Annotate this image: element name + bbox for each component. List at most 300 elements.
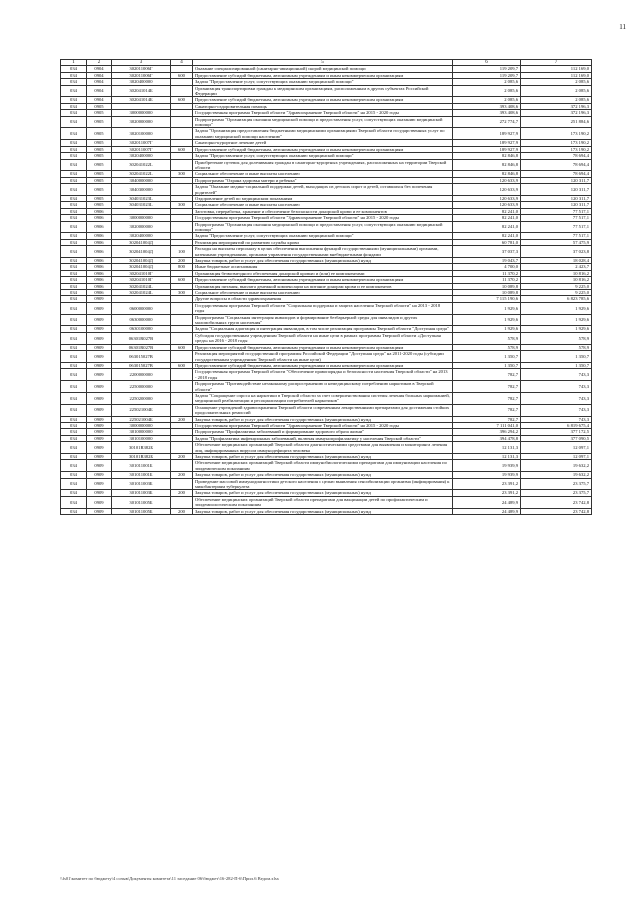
cell-expense-type: 600 [171,72,193,78]
cell-target-article: 302041004Д [112,258,171,264]
cell-section-code: 0905 [87,153,112,159]
cell-section-code: 0906 [87,208,112,214]
cell-admin-code: 034 [61,472,87,478]
cell-admin-code: 034 [61,442,87,454]
cell-actual-amount: 12 097,1 [521,442,592,454]
cell-section-code: 0909 [87,302,112,314]
cell-actual-amount: 57 475,9 [521,239,592,245]
cell-actual-amount: 9 225,0 [521,283,592,289]
cell-description: Иные бюджетные ассигнования [193,264,453,270]
cell-plan-amount: 7 115 190,6 [453,296,521,302]
cell-description: Подпрограмма "Противодействие незаконному распространению и немедицинскому потреблению наркотиков в Тверской области" [193,381,453,393]
cell-description: Закупка товаров, работ и услуг для обеспечения государственных (муниципальных) нужд [193,454,453,460]
cell-plan-amount: 12 131,3 [453,454,521,460]
cell-admin-code: 034 [61,153,87,159]
cell-description: Предоставление субсидий бюджетным, автономным учреждениям и иным некоммерческим организациям [193,146,453,152]
cell-section-code: 0909 [87,429,112,435]
cell-target-article: 301011001Б [112,472,171,478]
cell-expense-type: 200 [171,454,193,460]
table-row [61,215,592,221]
cell-actual-amount: 251 884,6 [521,116,592,128]
cell-section-code: 0906 [87,258,112,264]
cell-plan-amount: 19 939,9 [453,472,521,478]
cell-actual-amount: 10 816,2 [521,277,592,283]
table-row [61,472,592,478]
cell-admin-code: 034 [61,404,87,416]
cell-target-article: 3010100000 [112,435,171,441]
table-row [61,233,592,239]
cell-plan-amount: 7 111 041,0 [453,422,521,428]
cell-plan-amount: 119 209,7 [453,66,521,72]
cell-admin-code: 034 [61,290,87,296]
cell-description: Предоставление субсидий бюджетным, автономным учреждениям и иным некоммерческим организациям [193,72,453,78]
table-row [61,508,592,514]
cell-section-code: 0909 [87,422,112,428]
cell-description: Задача "Сокращение спроса на наркотики в Тверской области за счет совершенствования системы лечения больных наркоманией, медицинской реабилитации и ресоциализации потребителей наркотиков" [193,392,453,404]
cell-admin-code: 034 [61,195,87,201]
cell-actual-amount: 173 190,2 [521,128,592,140]
cell-target-article: 301011001Б [112,460,171,472]
cell-expense-type: 600 [171,344,193,350]
cell-target-article: 301011003Б [112,490,171,496]
cell-admin-code: 034 [61,159,87,171]
cell-target-article: 3020100000 [112,128,171,140]
cell-plan-amount: 1 350,7 [453,362,521,368]
cell-section-code: 0906 [87,239,112,245]
cell-expense-type [171,404,193,416]
cell-plan-amount: 2 085,6 [453,97,521,103]
cell-admin-code: 034 [61,85,87,97]
cell-description: Реализация мероприятий по развитию службы крови [193,239,453,245]
table-row [61,381,592,393]
cell-description: Предоставление субсидий бюджетным, автономным учреждениям и иным некоммерческим организациям [193,362,453,368]
table-row [61,460,592,472]
cell-actual-amount: 78 694,4 [521,171,592,177]
cell-description: Задача "Предоставление услуг, сопутствующих оказанию медицинской помощи" [193,153,453,159]
cell-admin-code: 034 [61,302,87,314]
cell-description: Закупка товаров, работ и услуг для обеспечения государственных (муниципальных) нужд [193,508,453,514]
cell-expense-type [171,496,193,508]
cell-admin-code: 034 [61,332,87,344]
cell-admin-code: 034 [61,422,87,428]
cell-admin-code: 034 [61,72,87,78]
cell-section-code: 0905 [87,116,112,128]
cell-plan-amount: 119 209,7 [453,72,521,78]
cell-target-article: 302011007Г [112,140,171,146]
cell-description: Задача "Предоставление услуг, сопутствующих оказанию медицинской помощи" [193,79,453,85]
cell-actual-amount: 377 090,5 [521,435,592,441]
cell-plan-amount: 782,7 [453,381,521,393]
table-row [61,221,592,233]
cell-expense-type [171,314,193,326]
cell-target-article: 302041004Д [112,264,171,270]
cell-description: Обеспечение медицинских организаций Тверской области диагностическими средствами для выявления и мониторинга лечения лиц, инфицированных вирусом иммунодефицита человека [193,442,453,454]
cell-section-code: 0905 [87,171,112,177]
cell-admin-code: 034 [61,79,87,85]
cell-section-code: 0909 [87,416,112,422]
cell-admin-code: 034 [61,429,87,435]
cell-admin-code: 034 [61,177,87,183]
cell-section-code: 0906 [87,215,112,221]
table-row [61,79,592,85]
cell-admin-code: 034 [61,392,87,404]
cell-target-article: 302041010Г [112,270,171,276]
cell-actual-amount: 77 517,1 [521,221,592,233]
cell-expense-type: 200 [171,508,193,514]
cell-description: Задача "Социальная адаптация и интеграция инвалидов, в том числе реализация программы Тверской области "Доступная среда" [193,326,453,332]
cell-plan-amount: 4 700,0 [453,264,521,270]
cell-description: Подпрограмма "Охрана здоровья матери и ребенка" [193,177,453,183]
cell-actual-amount: 2 085,6 [521,79,592,85]
cell-actual-amount: 77 517,1 [521,233,592,239]
cell-section-code: 0905 [87,195,112,201]
cell-expense-type [171,159,193,171]
cell-plan-amount: 120 633,9 [453,202,521,208]
cell-admin-code: 034 [61,171,87,177]
cell-description: Социальное обеспечение и иные выплаты населению [193,290,453,296]
cell-expense-type: 300 [171,171,193,177]
table-row [61,416,592,422]
cell-actual-amount: 372 196,3 [521,110,592,116]
table-row [61,184,592,196]
cell-admin-code: 034 [61,283,87,289]
cell-plan-amount: 393 408,6 [453,103,521,109]
cell-actual-amount: 372 196,3 [521,103,592,109]
cell-plan-amount: 19 043,7 [453,258,521,264]
cell-actual-amount: 19 632,2 [521,460,592,472]
cell-plan-amount: 19 939,9 [453,460,521,472]
cell-admin-code: 034 [61,351,87,363]
table-row [61,422,592,428]
cell-target-article: 0630000000 [112,314,171,326]
cell-description: Закупка товаров, работ и услуг для обеспечения государственных (муниципальных) нужд [193,258,453,264]
cell-section-code: 0909 [87,369,112,381]
table-row [61,258,592,264]
cell-plan-amount: 394 478,8 [453,435,521,441]
cell-actual-amount: 78 694,4 [521,159,592,171]
cell-section-code: 0909 [87,332,112,344]
cell-target-article: 302011006Г [112,66,171,72]
cell-actual-amount: 19 632,2 [521,472,592,478]
cell-expense-type [171,128,193,140]
cell-description: Подпрограмма "Социальная интеграция инвалидов и формирование безбарьерной среды для инвалидов и других маломобильных групп населения" [193,314,453,326]
cell-description: Подпрограмма "Профилактика заболеваний и формирование здорового образа жизни" [193,429,453,435]
cell-plan-amount: 82 241,0 [453,215,521,221]
cell-plan-amount: 189 927,9 [453,140,521,146]
cell-admin-code: 034 [61,369,87,381]
cell-section-code: 0904 [87,97,112,103]
cell-section-code: 0906 [87,277,112,283]
cell-admin-code: 034 [61,66,87,72]
cell-target-article: 302011006Г [112,72,171,78]
cell-section-code: 0909 [87,362,112,368]
cell-actual-amount: 1 350,7 [521,351,592,363]
cell-actual-amount: 10 816,2 [521,270,592,276]
cell-actual-amount: 578,9 [521,332,592,344]
cell-plan-amount: 82 846,8 [453,159,521,171]
cell-target-article: 3020400000 [112,153,171,159]
cell-target-article: 3040300000 [112,184,171,196]
cell-target-article: 302041004Д [112,239,171,245]
cell-plan-amount: 11 370,2 [453,270,521,276]
table-row [61,362,592,368]
table-row [61,429,592,435]
table-row [61,344,592,350]
cell-section-code: 0905 [87,128,112,140]
cell-actual-amount: 112 169,0 [521,72,592,78]
cell-target-article: 302041022L [112,159,171,171]
cell-admin-code: 034 [61,116,87,128]
cell-description: Подпрограмма "Организация оказания медицинской помощи и предоставления услуг, сопутствующих оказанию медицинской помощи" [193,116,453,128]
header-cell: 7 [521,60,592,66]
cell-plan-amount: 120 633,9 [453,177,521,183]
cell-admin-code: 034 [61,508,87,514]
cell-admin-code: 034 [61,460,87,472]
cell-plan-amount: 578,9 [453,344,521,350]
cell-target-article: 0600000000 [112,302,171,314]
cell-section-code: 0909 [87,442,112,454]
cell-plan-amount: 120 633,9 [453,195,521,201]
cell-admin-code: 034 [61,103,87,109]
cell-admin-code: 034 [61,146,87,152]
cell-expense-type [171,381,193,393]
header-cell: 2 [87,60,112,66]
cell-target-article: 302041024L [112,283,171,289]
cell-admin-code: 034 [61,258,87,264]
table-row [61,277,592,283]
cell-target-article: 3020400000 [112,233,171,239]
cell-admin-code: 034 [61,202,87,208]
table-row [61,496,592,508]
cell-actual-amount: 2 423,7 [521,264,592,270]
cell-plan-amount: 11 370,2 [453,277,521,283]
cell-plan-amount: 12 131,3 [453,442,521,454]
cell-expense-type [171,442,193,454]
header-cell: 5 [193,60,453,66]
cell-target-article: 302041004Д [112,246,171,258]
cell-target-article: 302041022L [112,171,171,177]
cell-plan-amount: 37 037,3 [453,246,521,258]
cell-expense-type: 300 [171,202,193,208]
cell-actual-amount: 23 742,8 [521,496,592,508]
cell-target-article: 06301R027B [112,332,171,344]
cell-section-code: 0909 [87,392,112,404]
table-row [61,270,592,276]
cell-actual-amount: 12 097,1 [521,454,592,460]
cell-target-article: 302011007Г [112,146,171,152]
cell-plan-amount: 393 408,6 [453,110,521,116]
cell-actual-amount: 377 172,5 [521,429,592,435]
cell-section-code: 0909 [87,460,112,472]
cell-plan-amount: 272 774,7 [453,116,521,128]
cell-description: Закупка товаров, работ и услуг для обеспечения государственных (муниципальных) нужд [193,416,453,422]
cell-description: Закупка товаров, работ и услуг для обеспечения государственных (муниципальных) нужд [193,472,453,478]
cell-description: Социальное обеспечение и иные выплаты населению [193,171,453,177]
cell-admin-code: 034 [61,264,87,270]
cell-actual-amount: 6 823 785,6 [521,296,592,302]
cell-description: Организация безвозмездного обеспечения донорской кровью и (или) ее компонентами [193,270,453,276]
cell-actual-amount: 743,3 [521,381,592,393]
cell-section-code: 0905 [87,177,112,183]
cell-admin-code: 034 [61,215,87,221]
cell-target-article: 301011005Б [112,496,171,508]
table-row [61,435,592,441]
cell-actual-amount: 578,9 [521,344,592,350]
cell-plan-amount: 82 241,0 [453,221,521,233]
cell-expense-type [171,460,193,472]
table-row [61,302,592,314]
cell-actual-amount: 18 028,4 [521,258,592,264]
table-row [61,159,592,171]
cell-admin-code: 034 [61,314,87,326]
cell-description: Предоставление субсидий бюджетным, автономным учреждениям и иным некоммерческим организациям [193,277,453,283]
page-number: 11 [619,23,626,31]
cell-plan-amount: 10 089,8 [453,290,521,296]
cell-plan-amount: 24 489,9 [453,496,521,508]
cell-target-article: 3020000000 [112,221,171,233]
table-row [61,153,592,159]
cell-admin-code: 034 [61,140,87,146]
cell-plan-amount: 10 089,8 [453,283,521,289]
cell-admin-code: 034 [61,435,87,441]
cell-description: Оказание специализированной (санитарно-авиационной) скорой медицинской помощи [193,66,453,72]
cell-actual-amount: 37 023,8 [521,246,592,258]
cell-admin-code: 034 [61,128,87,140]
cell-expense-type [171,392,193,404]
cell-admin-code: 034 [61,246,87,258]
cell-admin-code: 034 [61,277,87,283]
cell-description: Проведение массовой иммунодиагностики детского населения с целью выявления сенсибилизации организма (инфицирования) к микобактериям туберкулеза [193,478,453,490]
cell-actual-amount: 120 311,7 [521,184,592,196]
cell-expense-type [171,85,193,97]
cell-expense-type [171,116,193,128]
cell-actual-amount: 1 929,6 [521,302,592,314]
cell-actual-amount: 6 819 675,4 [521,422,592,428]
cell-description: Государственная программа Тверской области "Обеспечение правопорядка и безопасности населения Тверской области" на 2013 - 2018 годы [193,369,453,381]
cell-expense-type [171,302,193,314]
cell-expense-type [171,184,193,196]
table-row [61,128,592,140]
table-row [61,66,592,72]
cell-expense-type [171,221,193,233]
table-row [61,478,592,490]
cell-expense-type: 800 [171,264,193,270]
cell-section-code: 0905 [87,140,112,146]
cell-actual-amount: 743,3 [521,416,592,422]
cell-target-article: 304031023L [112,195,171,201]
cell-description: Обеспечение медицинских организаций Тверской области препаратами для вакцинации детей по профилактическим и эпидемиологическим показаниям [193,496,453,508]
cell-description: Подпрограмма "Организация оказания медицинской помощи и предоставления услуг, сопутствующих оказанию медицинской помощи" [193,221,453,233]
cell-target-article: 301011005Б [112,508,171,514]
cell-actual-amount: 2 085,6 [521,97,592,103]
cell-description: Предоставление субсидий бюджетным, автономным учреждениям и иным некоммерческим организациям [193,97,453,103]
cell-description: Задача "Оказание медико-социальной поддержки детей, выходящих из детских сирот и детей, оставшихся без попечения родителей" [193,184,453,196]
cell-target-article: 225021004Б [112,416,171,422]
cell-target-article: 3000000000 [112,110,171,116]
cell-plan-amount: 578,9 [453,332,521,344]
cell-section-code: 0909 [87,478,112,490]
table-body [61,60,592,515]
cell-target-article: 3000000000 [112,422,171,428]
cell-admin-code: 034 [61,296,87,302]
cell-plan-amount: 782,7 [453,404,521,416]
cell-expense-type: 600 [171,146,193,152]
cell-description: Обеспечение медицинских организаций Тверской области иммунобиологическими препаратами для иммунизации населения по эпидемическим показаниям [193,460,453,472]
cell-expense-type: 300 [171,290,193,296]
cell-section-code: 0909 [87,296,112,302]
cell-description: Государственная программа Тверской области "Здравоохранение Тверской области" на 2015 - 2020 годы [193,215,453,221]
cell-target-article: 063015027B [112,351,171,363]
cell-admin-code: 034 [61,416,87,422]
cell-section-code: 0905 [87,110,112,116]
cell-description: Оснащение учреждений здравоохранения Тверской области современным лекарственными препаратами для достижения стойких продолжительных ремиссий [193,404,453,416]
cell-section-code: 0905 [87,159,112,171]
cell-expense-type: 600 [171,97,193,103]
cell-target-article: 3000000000 [112,215,171,221]
cell-plan-amount: 782,7 [453,392,521,404]
table-row [61,97,592,103]
cell-admin-code: 034 [61,97,87,103]
cell-actual-amount: 23 375,7 [521,478,592,490]
table-row [61,404,592,416]
cell-target-article: 225021004Б [112,404,171,416]
cell-target-article: 302041014Б [112,85,171,97]
table-row [61,332,592,344]
cell-section-code: 0909 [87,344,112,350]
cell-plan-amount: 82 846,8 [453,171,521,177]
budget-table [60,59,592,515]
cell-description: Оздоровление детей по медицинским показаниям [193,195,453,201]
table-row [61,454,592,460]
cell-description: Государственная программа Тверской области "Здравоохранение Тверской области" на 2015 - 2020 годы [193,110,453,116]
cell-admin-code: 034 [61,184,87,196]
cell-admin-code: 034 [61,110,87,116]
cell-target-article: 30101R382Б [112,454,171,460]
cell-actual-amount: 23 742,8 [521,508,592,514]
cell-plan-amount: 782,7 [453,416,521,422]
cell-description: Организация транспортировки граждан к медицинским организациям, расположенным в других субъектах Российской Федерации [193,85,453,97]
header-cell: 6 [453,60,521,66]
cell-section-code: 0906 [87,246,112,258]
cell-target-article: 30101R382Б [112,442,171,454]
cell-section-code: 0904 [87,66,112,72]
cell-expense-type: 600 [171,277,193,283]
cell-actual-amount: 78 694,4 [521,153,592,159]
cell-target-article: 302041024L [112,290,171,296]
cell-description: Предоставление субсидий бюджетным, автономным учреждениям и иным некоммерческим организациям [193,344,453,350]
cell-section-code: 0905 [87,146,112,152]
cell-actual-amount: 743,3 [521,404,592,416]
header-cell: 4 [171,60,193,66]
cell-description: Другие вопросы в области здравоохранения [193,296,453,302]
cell-description: Социальное обеспечение и иные выплаты населению [193,202,453,208]
cell-plan-amount: 2 085,6 [453,85,521,97]
cell-section-code: 0909 [87,472,112,478]
cell-actual-amount: 120 311,7 [521,202,592,208]
cell-target-article: 2200000000 [112,369,171,381]
cell-section-code: 0909 [87,508,112,514]
cell-actual-amount: 77 517,1 [521,215,592,221]
cell-plan-amount: 120 633,9 [453,184,521,196]
cell-actual-amount: 1 929,6 [521,314,592,326]
cell-description: Санаторно-оздоровительная помощь [193,103,453,109]
cell-expense-type [171,478,193,490]
cell-target-article: 301011003Б [112,478,171,490]
table-row [61,116,592,128]
cell-plan-amount: 782,7 [453,369,521,381]
cell-actual-amount: 173 190,2 [521,146,592,152]
cell-section-code: 0904 [87,85,112,97]
